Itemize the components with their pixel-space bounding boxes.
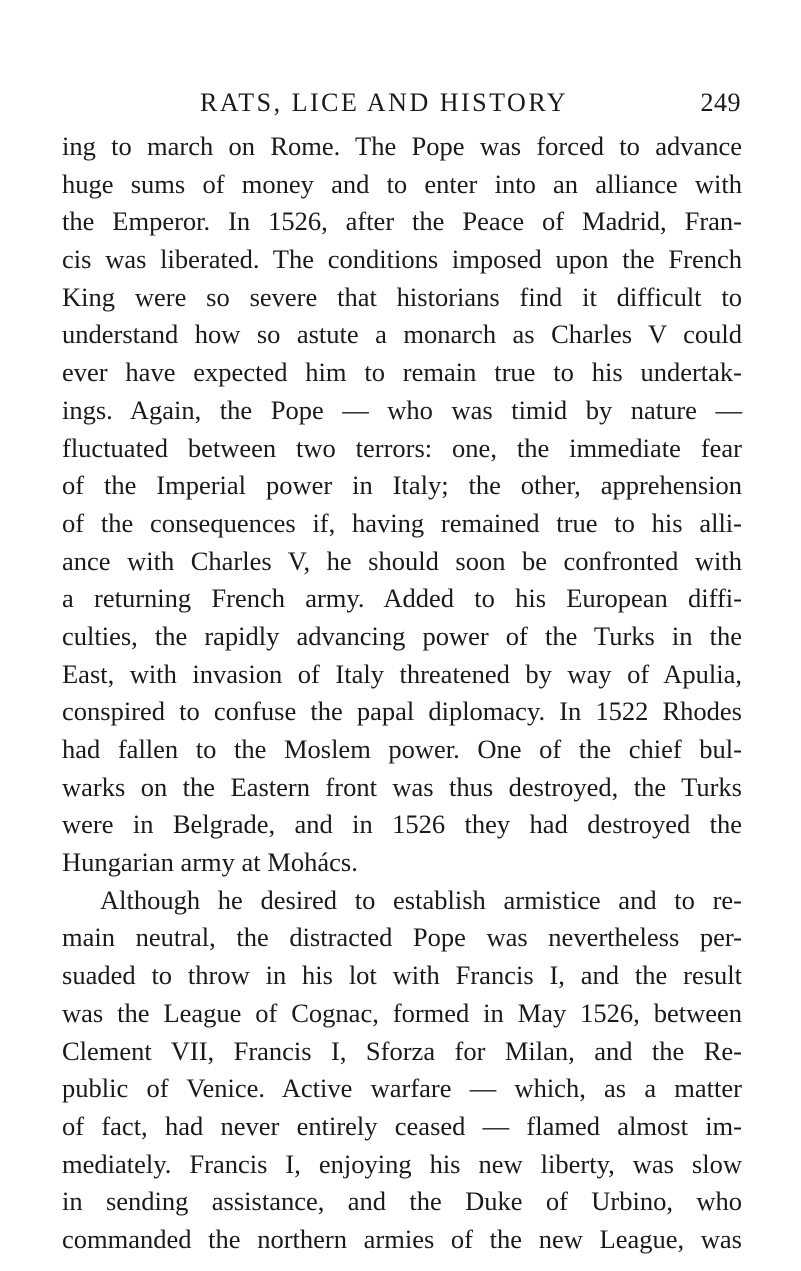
text-line: a returning French army. Added to his European diffi- [62, 583, 742, 614]
text-line: the Emperor. In 1526, after the Peace of Madrid, Fran- [62, 206, 742, 237]
paragraph [62, 882, 742, 1259]
text-line: understand how so astute a monarch as Charles V could [62, 319, 742, 350]
text-line: suaded to throw in his lot with Francis I, and the result [62, 960, 742, 991]
text-line: Although he desired to establish armistice and to re- [100, 884, 742, 915]
text-line: public of Venice. Active warfare — which, as a matter [62, 1073, 742, 1104]
text-line: had fallen to the Moslem power. One of the chief bul- [62, 734, 742, 764]
text-line: fluctuated between two terrors: one, the immediate fear [62, 432, 742, 463]
text-line: of the consequences if, having remained true to his alli- [62, 507, 742, 538]
paragraph [62, 128, 742, 882]
text-line: ance with Charles V, he should soon be confronted with [62, 545, 742, 576]
body-text [62, 128, 742, 1259]
running-head [200, 88, 741, 124]
text-line: of fact, had never entirely ceased — flamed almost im- [62, 1110, 742, 1141]
text-line: ever have expected him to remain true to his undertak- [62, 357, 742, 388]
text-line: conspired to confuse the papal diplomacy. In 1522 Rhodes [62, 696, 742, 727]
text-line: main neutral, the distracted Pope was nevertheless per- [62, 922, 742, 953]
page-number: 249 [700, 88, 741, 117]
text-line: East, with invasion of Italy threatened by way of Apulia, [62, 658, 742, 689]
text-line: huge sums of money and to enter into an alliance with [62, 168, 742, 199]
text-line: King were so severe that historians find it difficult to [62, 281, 742, 312]
running-title: RATS, LICE AND HISTORY [200, 88, 569, 117]
text-line: commanded the northern armies of the new League, was [62, 1223, 742, 1254]
text-line: cis was liberated. The conditions imposed upon the French [62, 244, 742, 275]
text-line: culties, the rapidly advancing power of the Turks in the [62, 620, 742, 651]
text-line: ing to march on Rome. The Pope was forced to advance [62, 131, 742, 161]
text-line: were in Belgrade, and in 1526 they had destroyed the [62, 809, 742, 840]
text-line: ings. Again, the Pope — who was timid by nature — [62, 394, 742, 425]
text-line: was the League of Cognac, formed in May 1526, between [62, 997, 742, 1028]
text-line: Hungarian army at Mohács. [62, 847, 358, 878]
text-line: mediately. Francis I, enjoying his new liberty, was slow [62, 1148, 742, 1179]
text-line: of the Imperial power in Italy; the other, apprehension [62, 470, 742, 501]
text-line: warks on the Eastern front was thus destroyed, the Turks [62, 771, 742, 802]
text-line: Clement VII, Francis I, Sforza for Milan, and the Re- [62, 1035, 742, 1066]
text-line: in sending assistance, and the Duke of Urbino, who [62, 1186, 742, 1217]
